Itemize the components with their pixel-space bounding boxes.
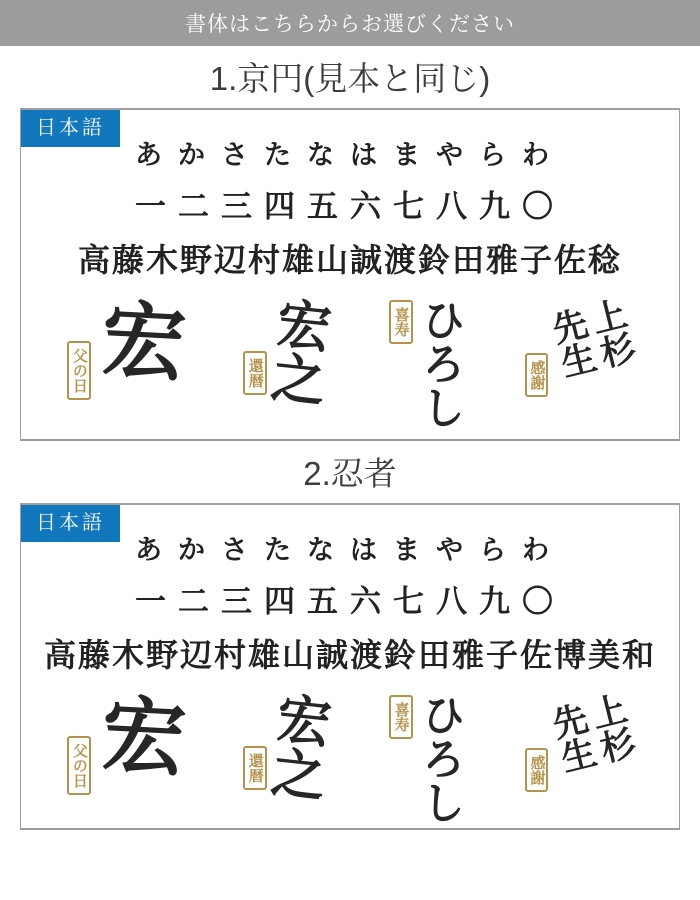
calligraphy-name: 宏 xyxy=(86,689,190,779)
font-sample-box-ninja xyxy=(20,503,680,830)
calligraphy-name: ひろし xyxy=(413,692,465,824)
seal-stamp-kansha: 感謝 xyxy=(525,748,549,792)
name-sample-hiroshi xyxy=(389,692,465,824)
seal-stamp-kanreki: 還暦 xyxy=(243,351,267,395)
kana-sample-line: あかさたなはまやらわ xyxy=(135,140,565,171)
calligraphy-name: ひろし xyxy=(413,297,465,429)
name-sample-hiro xyxy=(67,689,190,795)
calligraphy-name: 上杉先生 xyxy=(543,689,640,777)
kanji-sample-line: 高藤木野辺村雄山誠渡鈴田雅子佐稔 xyxy=(77,241,622,279)
name-sample-hiroyuki xyxy=(243,688,336,804)
seal-stamp-kanreki: 還暦 xyxy=(243,746,267,790)
font-section-kyoen xyxy=(0,59,700,441)
seal-stamp-kiju: 喜寿 xyxy=(389,695,413,739)
section-title-ninja: 2.忍者 xyxy=(303,455,397,492)
calligraphy-name: 宏 xyxy=(86,294,190,384)
header-bar xyxy=(0,0,700,46)
name-sample-hiroshi xyxy=(389,297,465,429)
font-section-ninja xyxy=(0,454,700,830)
language-label: 日本語 xyxy=(21,505,120,542)
calligraphy-name: 宏之 xyxy=(260,293,336,409)
name-sample-hiroyuki xyxy=(243,293,336,409)
name-sample-uesugi-sensei xyxy=(525,294,640,397)
section-title-kyoen: 1.京円(見本と同じ) xyxy=(209,60,491,97)
kana-sample-line: あかさたなはまやらわ xyxy=(135,535,565,566)
numerals-sample-line: 一二三四五六七八九〇 xyxy=(135,584,565,620)
calligraphy-name: 宏之 xyxy=(260,688,336,804)
name-samples-row xyxy=(21,293,679,447)
seal-stamp-fathers-day: 父の日 xyxy=(67,341,91,400)
header-title: 書体はこちらからお選びください xyxy=(185,13,515,36)
kanji-sample-line: 高藤木野辺村雄山誠渡鈴田雅子佐博美和 xyxy=(43,636,656,674)
calligraphy-name: 上杉先生 xyxy=(543,294,640,382)
seal-stamp-kansha: 感謝 xyxy=(525,353,549,397)
name-samples-row xyxy=(21,688,679,842)
name-sample-hiro xyxy=(67,294,190,400)
numerals-sample-line: 一二三四五六七八九〇 xyxy=(135,189,565,225)
language-label: 日本語 xyxy=(21,110,120,147)
seal-stamp-fathers-day: 父の日 xyxy=(67,736,91,795)
font-sample-box-kyoen xyxy=(20,108,680,441)
seal-stamp-kiju: 喜寿 xyxy=(389,300,413,344)
name-sample-uesugi-sensei xyxy=(525,689,640,792)
